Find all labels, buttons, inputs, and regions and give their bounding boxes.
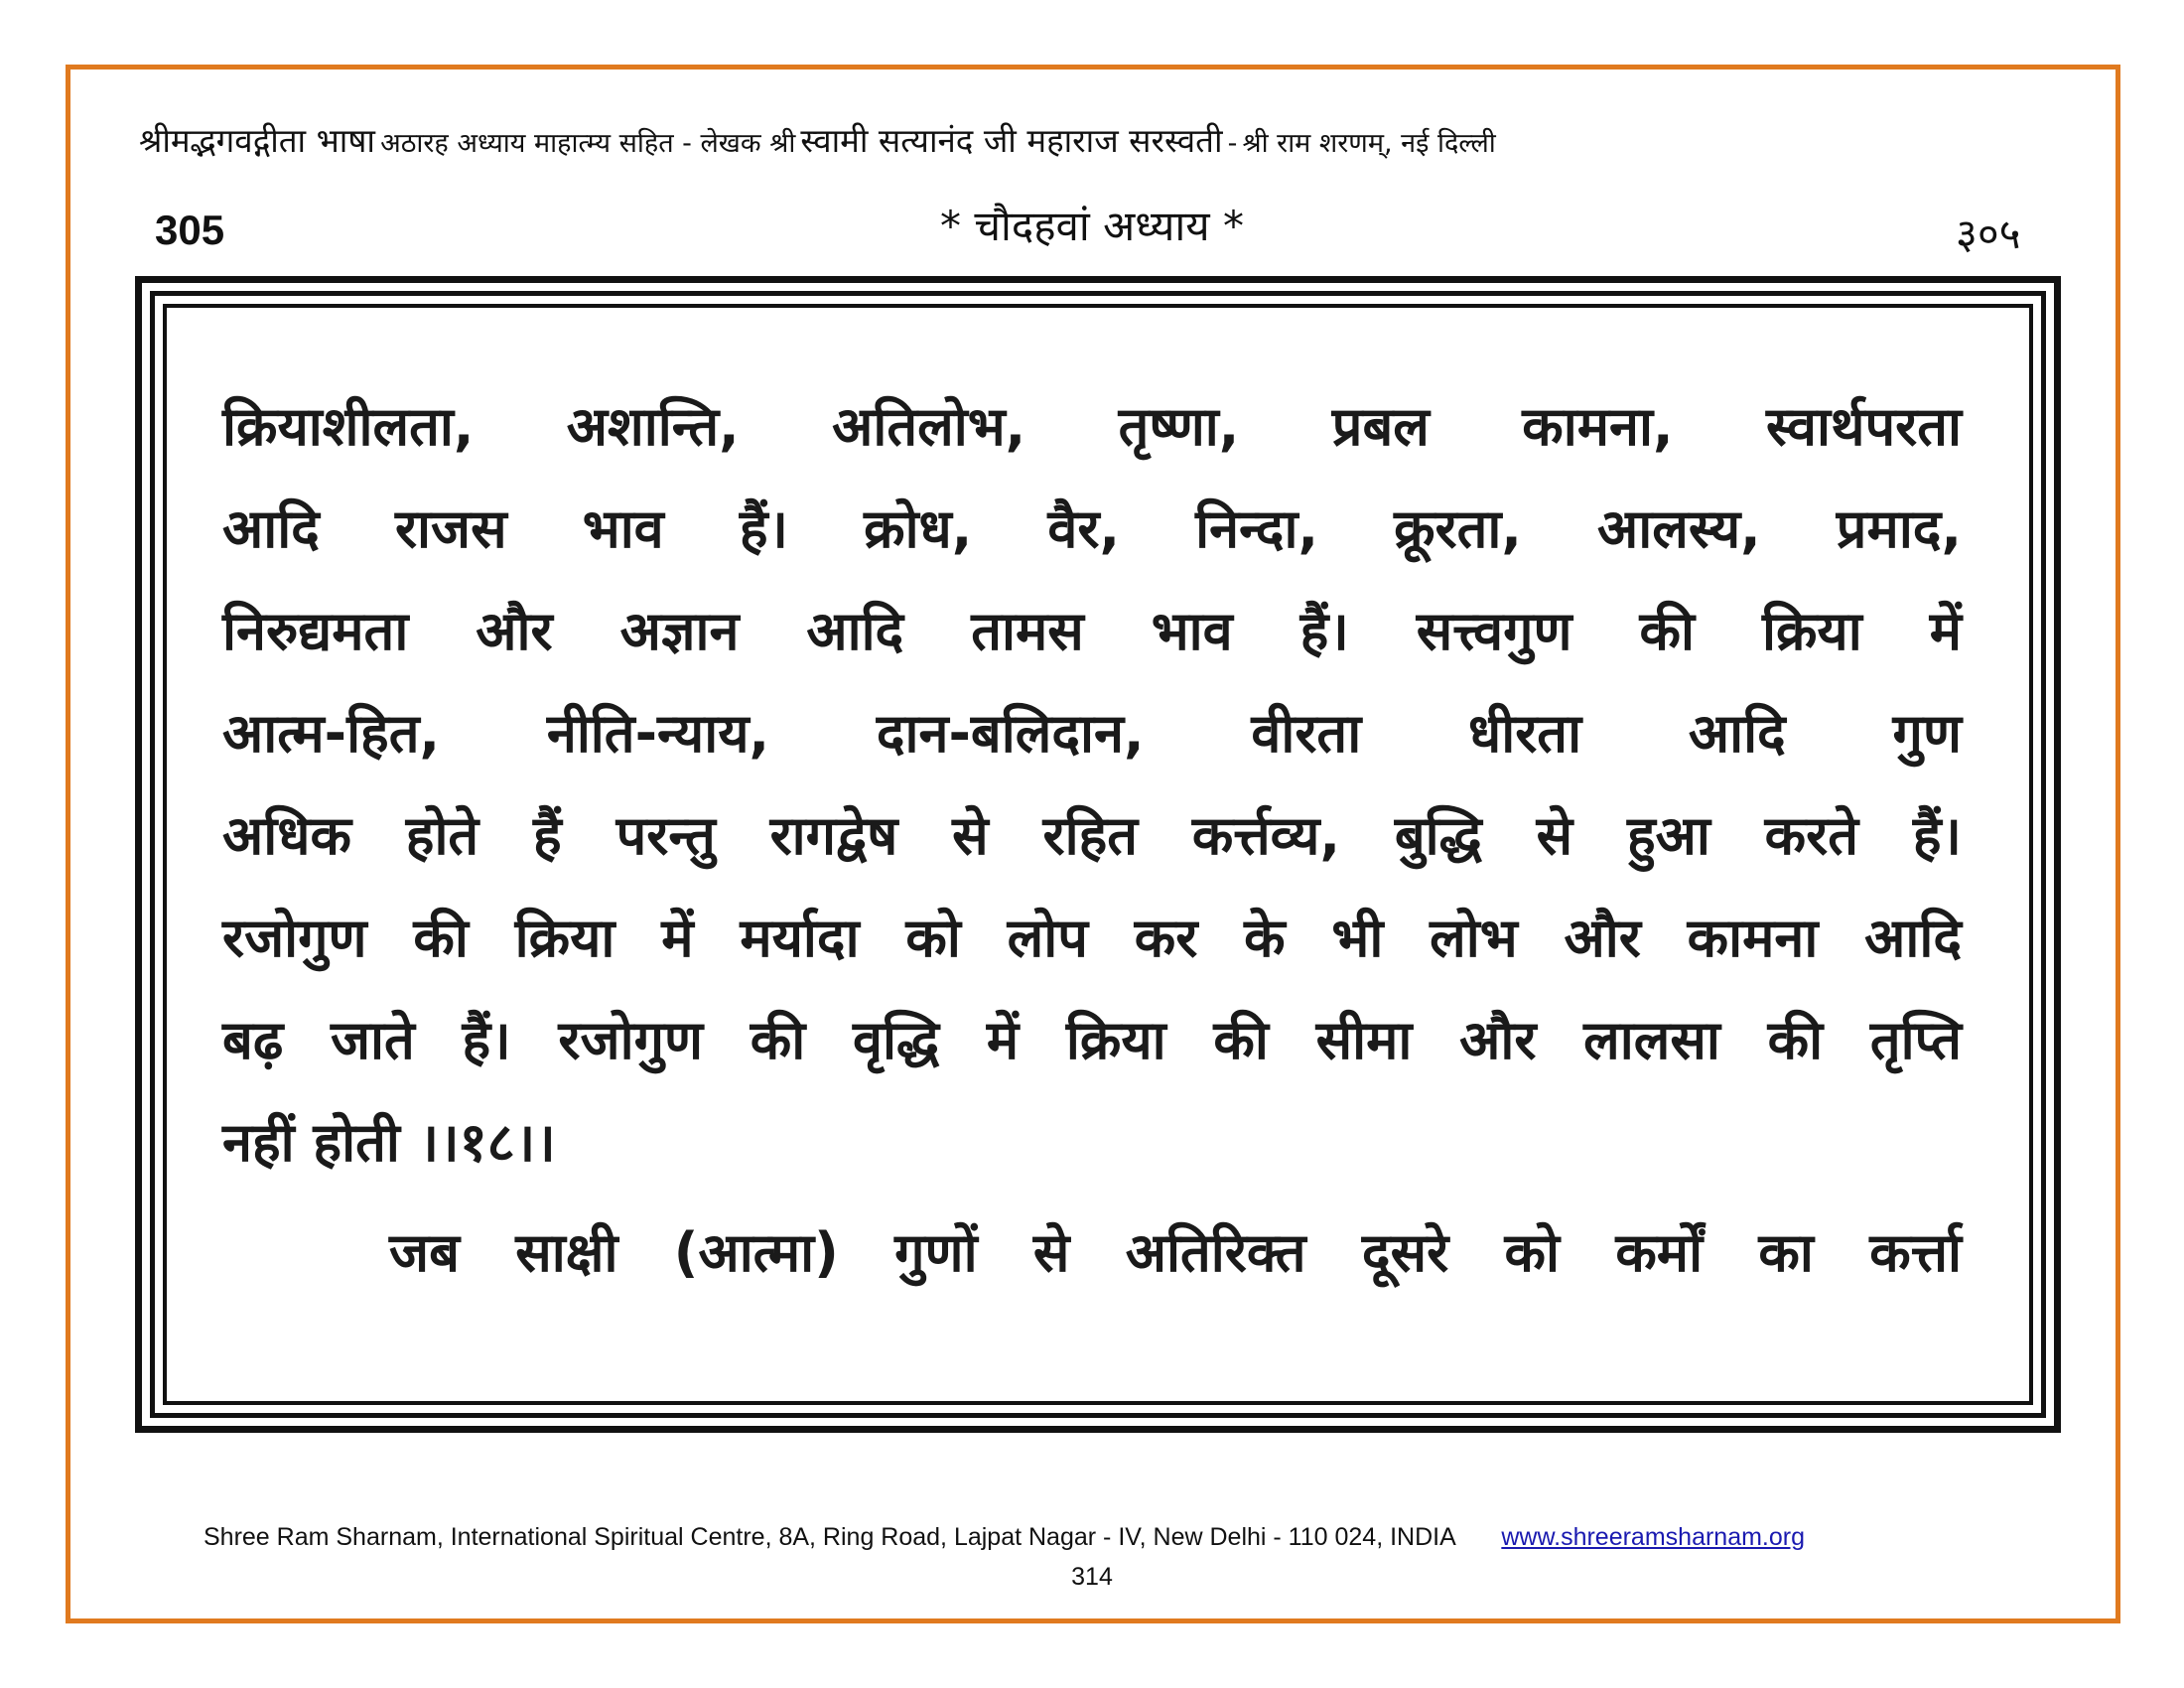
website-link[interactable]: www.shreeramsharnam.org: [1501, 1523, 1806, 1551]
page-number-left: 305: [155, 207, 225, 253]
chapter-title: * चौदहवां अध्याय *: [940, 202, 1244, 250]
body-line: क्रियाशीलता, अशान्ति, अतिलोभ, तृष्णा, प्रबल कामना, स्वार्थपरता: [222, 395, 1962, 458]
page-number-right: ३०५: [1956, 210, 2021, 258]
header-publisher: श्री राम शरणम्, नई दिल्ली: [1242, 128, 1496, 159]
header-separator: -: [1227, 128, 1238, 159]
body-line: निरुद्यमता और अज्ञान आदि तामस भाव हैं। सत्त्वगुण की क्रिया में: [222, 600, 1962, 662]
running-header: [139, 117, 2065, 162]
body-line-last: नहीं होती ।।१८।।: [222, 1111, 556, 1174]
book-title: श्रीमद्भगवद्गीता भाषा: [139, 121, 375, 160]
body-line: आत्म-हित, नीति-न्याय, दान-बलिदान, वीरता धीरता आदि गुण: [222, 702, 1962, 765]
footer: [204, 1523, 1990, 1552]
footer-address: Shree Ram Sharnam, International Spiritual Centre, 8A, Ring Road, Lajpat Nagar - IV, New Delhi - 110 024, INDIA: [204, 1523, 1455, 1551]
footer-page-number: 314: [1071, 1563, 1113, 1591]
verse-commentary: [222, 375, 1962, 1194]
next-paragraph: जब साक्षी (आत्मा) गुणों से अतिरिक्त दूसरे को कर्मों का कर्त्ता: [389, 1221, 1962, 1284]
body-line: अधिक होते हैं परन्तु रागद्वेष से रहित कर्त्तव्य, बुद्धि से हुआ करते हैं।: [222, 804, 1962, 867]
body-line: बढ़ जाते हैं। रजोगुण की वृद्धि में क्रिया की सीमा और लालसा की तृप्ति: [222, 1009, 1962, 1071]
header-subtitle: अठारह अध्याय माहात्म्य सहित - लेखक श्री: [380, 128, 796, 159]
body-line: रजोगुण की क्रिया में मर्यादा को लोप कर के भी लोभ और कामना आदि: [222, 907, 1962, 969]
header-author: स्वामी सत्यानंद जी महाराज सरस्वती: [800, 121, 1223, 160]
body-line: आदि राजस भाव हैं। क्रोध, वैर, निन्दा, क्रूरता, आलस्य, प्रमाद,: [222, 497, 1962, 560]
